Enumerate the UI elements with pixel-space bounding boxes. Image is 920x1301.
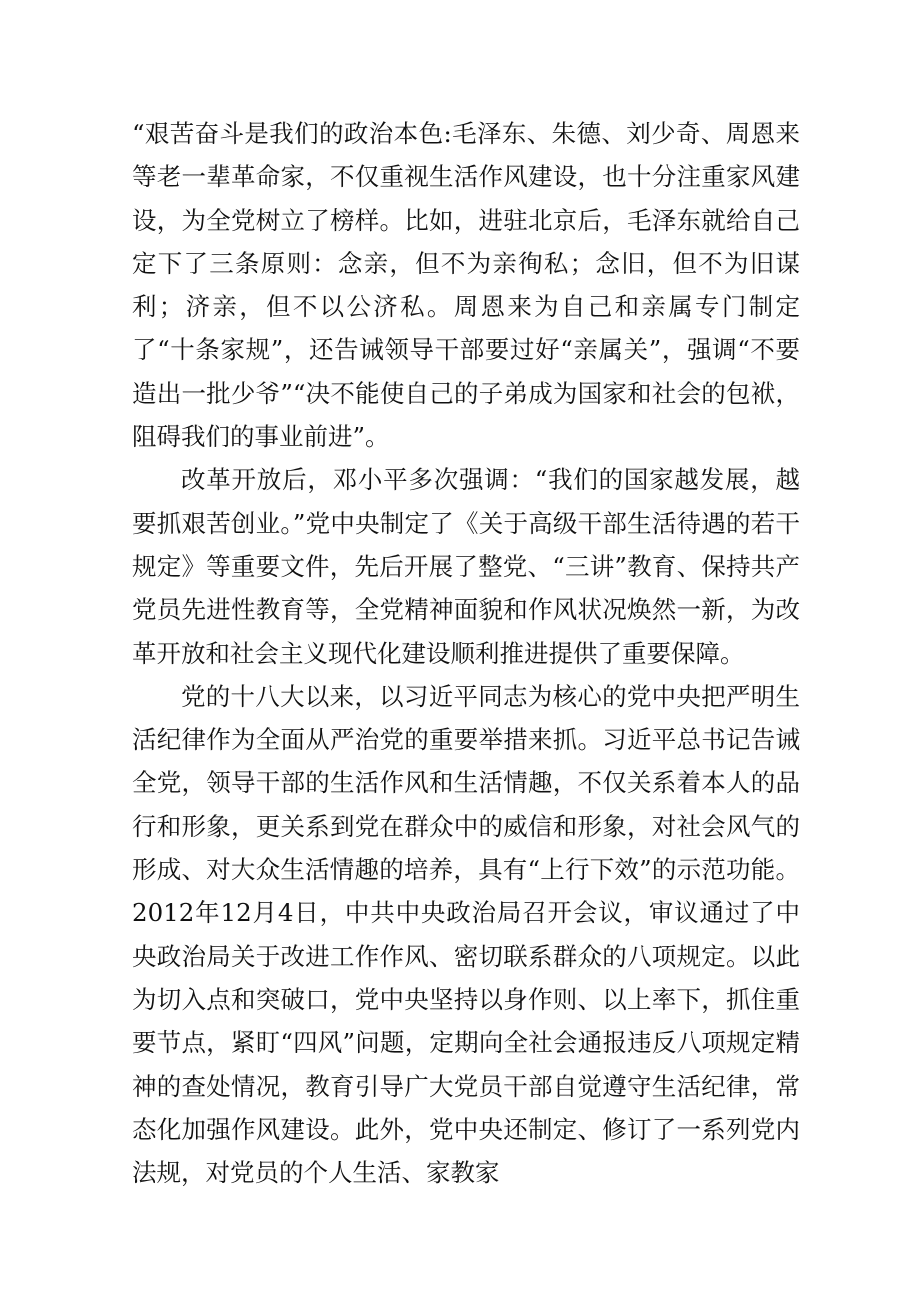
paragraph-3: 党的十八大以来，以习近平同志为核心的党中央把严明生活纪律作为全面从严治党的重要举措来抓。习近平总书记告诫全党，领导干部的生活作风和生活情趣，不仅关系着本人的品行和形象，更关系到党在群众中的威信和形象，对社会风气的形成、对大众生活情趣的培养，具有“上行下效”的示范功能。2012年12月4日，中共中央政治局召开会议，审议通过了中央政治局关于改进工作作风、密切联系群众的八项规定。以此为切入点和突破口，党中央坚持以身作则、以上率下，抓住重要节点，紧盯“四风”问题，定期向全社会通报违反八项规定精神的查处情况，教育引导广大党员干部自觉遵守生活纪律，常态化加强作风建设。此外，党中央还制定、修订了一系列党内法规，对党员的个人生活、家教家 — [132, 681, 800, 1188]
paragraph-2: 改革开放后，邓小平多次强调：“我们的国家越发展，越要抓艰苦创业。”党中央制定了《关于高级干部生活待遇的若干规定》等重要文件，先后开展了整党、“三讲”教育、保持共产党员先进性教育等，全党精神面貌和作风状况焕然一新，为改革开放和社会主义现代化建设顺利推进提供了重要保障。 — [132, 465, 800, 668]
body-text — [132, 112, 800, 1194]
paragraph-1: “艰苦奋斗是我们的政治本色:毛泽东、朱德、刘少奇、周恩来等老一辈革命家，不仅重视生活作风建设，也十分注重家风建设，为全党树立了榜样。比如，进驻北京后，毛泽东就给自己定下了三条原则：念亲，但不为亲徇私；念旧，但不为旧谋利；济亲，但不以公济私。周恩来为自己和亲属专门制定了“十条家规”，还告诫领导干部要过好“亲属关”，强调“不要造出一批少爷”“决不能使自己的子弟成为国家和社会的包袱，阻碍我们的事业前进”。 — [132, 119, 800, 452]
